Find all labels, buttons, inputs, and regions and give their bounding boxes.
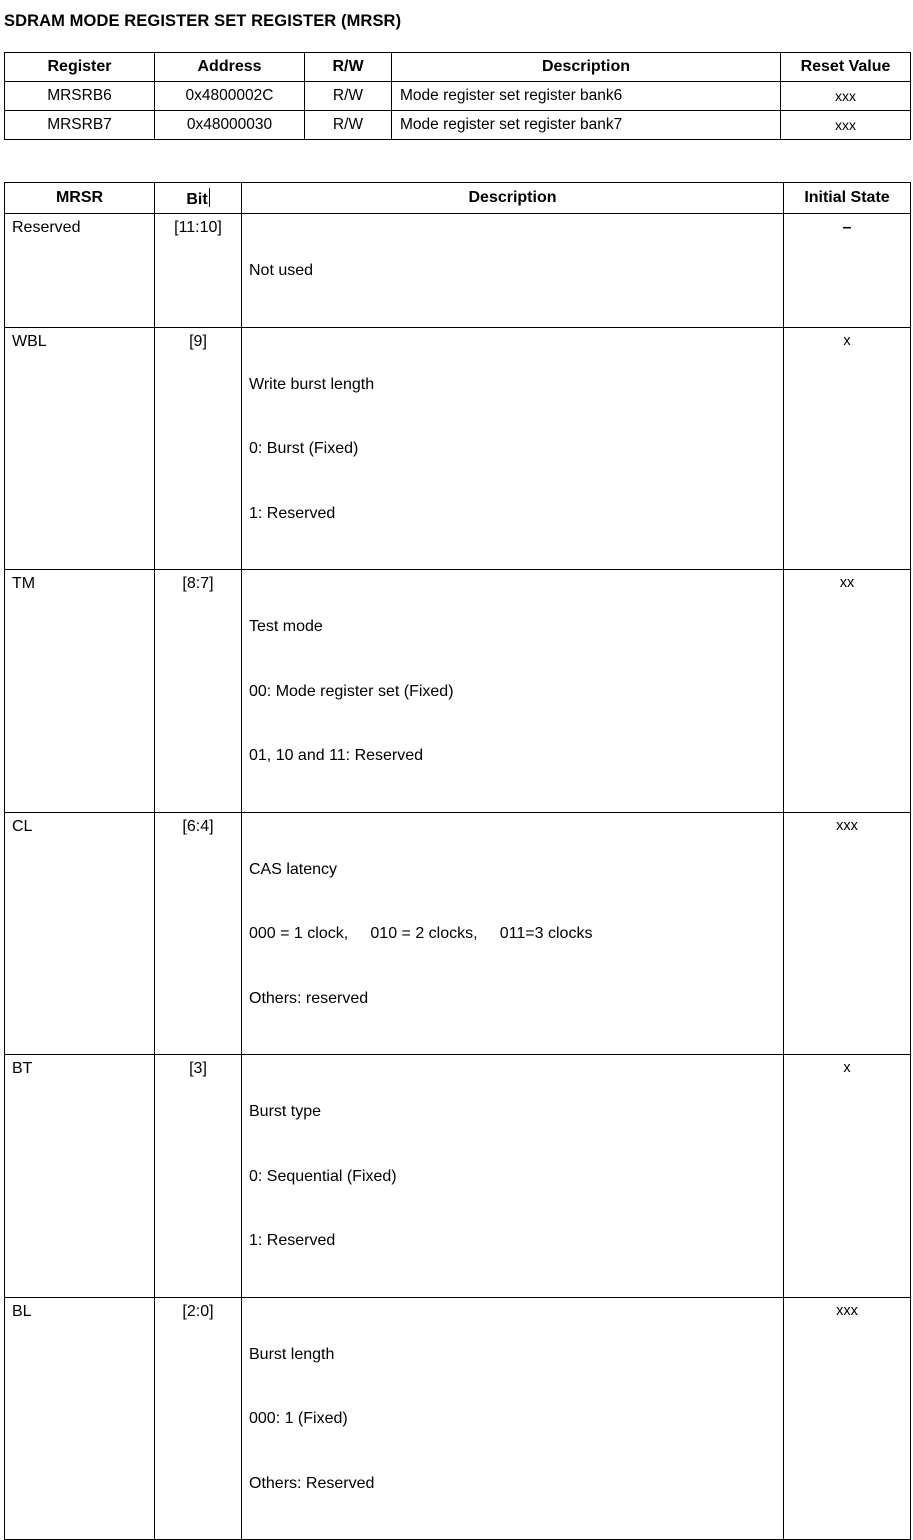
description-line: 1: Reserved xyxy=(249,504,336,522)
field-name: WBL xyxy=(5,327,155,570)
field-description xyxy=(242,214,784,328)
field-bits: [9] xyxy=(155,327,242,570)
description-line: Others: Reserved xyxy=(249,1474,375,1492)
field-name: TM xyxy=(5,570,155,813)
table-row xyxy=(5,812,911,1055)
page-title: SDRAM MODE REGISTER SET REGISTER (MRSR) xyxy=(4,12,402,30)
table-row xyxy=(5,111,911,140)
description-line: 01, 10 and 11: Reserved xyxy=(249,747,424,764)
field-name: BT xyxy=(5,1055,155,1298)
table-row xyxy=(5,1297,911,1540)
field-name: CL xyxy=(5,812,155,1055)
field-initial-state: x xyxy=(784,327,911,570)
register-name: MRSRB7 xyxy=(5,111,155,140)
field-bits: [8:7] xyxy=(155,570,242,813)
register-address: 0x48000030 xyxy=(155,111,305,140)
header-register: Register xyxy=(5,53,155,82)
header-rw: R/W xyxy=(305,53,392,82)
register-reset-value: xxx xyxy=(781,82,911,111)
description-line: CAS latency xyxy=(249,860,338,878)
field-description xyxy=(242,812,784,1055)
field-initial-state: xx xyxy=(784,570,911,813)
register-rw: R/W xyxy=(305,111,392,140)
description-line: Test mode xyxy=(249,618,323,635)
description-line: 1: Reserved xyxy=(249,1232,336,1249)
description-line: Burst type xyxy=(249,1103,322,1120)
table-row xyxy=(5,82,911,111)
register-table xyxy=(4,52,911,140)
field-description xyxy=(242,570,784,813)
header-description: Description xyxy=(242,183,784,214)
field-name: BL xyxy=(5,1297,155,1540)
register-reset-value: xxx xyxy=(781,111,911,140)
register-rw: R/W xyxy=(305,82,392,111)
header-description: Description xyxy=(392,53,781,82)
field-description xyxy=(242,327,784,570)
description-line: 0: Sequential (Fixed) xyxy=(249,1167,397,1185)
description-line: Others: reserved xyxy=(249,989,369,1007)
field-bits: [2:0] xyxy=(155,1297,242,1540)
description-line: 0: Burst (Fixed) xyxy=(249,440,359,457)
field-bits: [3] xyxy=(155,1055,242,1298)
header-bit: Bit xyxy=(155,183,242,214)
table-row xyxy=(5,214,911,328)
table-row xyxy=(5,327,911,570)
description-line: Not used xyxy=(249,262,314,279)
bit-field-table xyxy=(4,182,911,1540)
register-description: Mode register set register bank7 xyxy=(392,111,781,140)
register-address: 0x4800002C xyxy=(155,82,305,111)
header-initial-state: Initial State xyxy=(784,183,911,214)
table-row xyxy=(5,570,911,813)
description-line: Write burst length xyxy=(249,375,375,393)
table-row xyxy=(5,1055,911,1298)
register-table-header xyxy=(5,53,911,82)
field-bits: [6:4] xyxy=(155,812,242,1055)
description-line: 000 = 1 clock, 010 = 2 clocks, 011=3 clocks xyxy=(249,925,593,942)
field-initial-state: xxx xyxy=(784,812,911,1055)
field-name: Reserved xyxy=(5,214,155,328)
field-bits: [11:10] xyxy=(155,214,242,328)
field-initial-state: xxx xyxy=(784,1297,911,1540)
description-line: 000: 1 (Fixed) xyxy=(249,1410,348,1427)
bit-table-header xyxy=(5,183,911,214)
register-name: MRSRB6 xyxy=(5,82,155,111)
field-description xyxy=(242,1055,784,1298)
description-line: 00: Mode register set (Fixed) xyxy=(249,682,454,700)
field-initial-state: – xyxy=(784,214,911,328)
register-description: Mode register set register bank6 xyxy=(392,82,781,111)
header-mrsr: MRSR xyxy=(5,183,155,214)
field-initial-state: x xyxy=(784,1055,911,1298)
field-description xyxy=(242,1297,784,1540)
description-line: Burst length xyxy=(249,1345,335,1363)
header-reset-value: Reset Value xyxy=(781,53,911,82)
text-cursor xyxy=(209,188,210,207)
header-address: Address xyxy=(155,53,305,82)
